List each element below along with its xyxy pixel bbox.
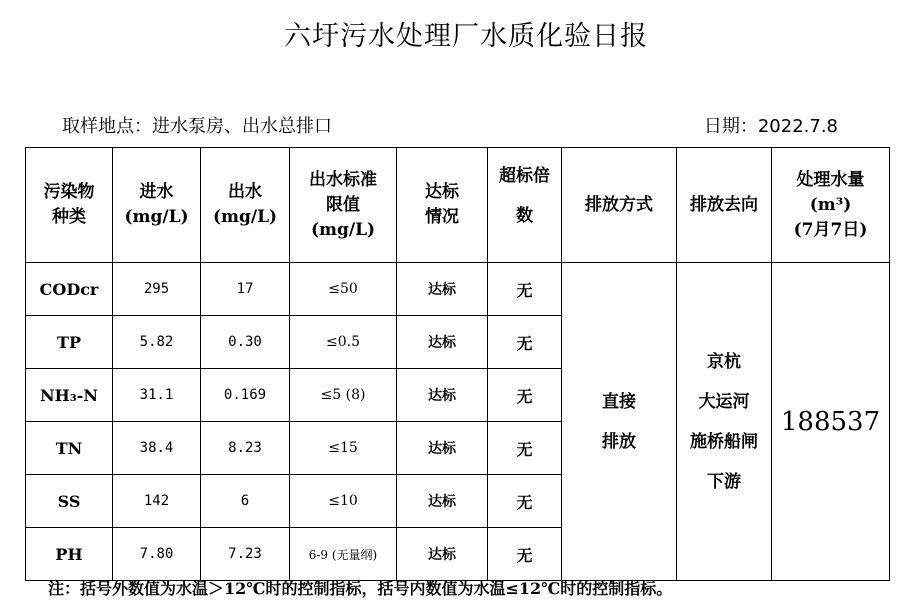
header-exceed: 超标倍 数 <box>488 148 562 263</box>
cell-limit: ≤50 <box>290 263 397 316</box>
cell-pollutant: PH <box>26 528 113 581</box>
cell-limit: ≤15 <box>290 422 397 475</box>
header-volume: 处理水量 (m³) (7月7日) <box>772 148 890 263</box>
header-discharge-dest: 排放去向 <box>677 148 772 263</box>
header-discharge-method: 排放方式 <box>562 148 677 263</box>
cell-status: 达标 <box>397 475 488 528</box>
cell-inflow: 31.1 <box>113 369 201 422</box>
footnote: 注：括号外数值为水温＞12℃时的控制指标，括号内数值为水温≤12℃时的控制指标。 <box>48 579 673 598</box>
cell-outflow: 6 <box>201 475 290 528</box>
cell-inflow: 295 <box>113 263 201 316</box>
report-date: 日期：2022.7.8 <box>703 116 838 137</box>
cell-status: 达标 <box>397 263 488 316</box>
cell-pollutant: NH₃-N <box>26 369 113 422</box>
cell-exceed: 无 <box>488 528 562 581</box>
cell-status: 达标 <box>397 528 488 581</box>
cell-limit: ≤10 <box>290 475 397 528</box>
cell-status: 达标 <box>397 316 488 369</box>
cell-limit: ≤5 (8) <box>290 369 397 422</box>
cell-limit: ≤0.5 <box>290 316 397 369</box>
sampling-location: 取样地点：进水泵房、出水总排口 <box>62 116 332 137</box>
cell-outflow: 0.169 <box>201 369 290 422</box>
cell-pollutant: SS <box>26 475 113 528</box>
cell-inflow: 5.82 <box>113 316 201 369</box>
cell-pollutant: TP <box>26 316 113 369</box>
report-title: 六圩污水处理厂水质化验日报 <box>284 21 648 52</box>
cell-outflow: 17 <box>201 263 290 316</box>
header-compliance: 达标 情况 <box>397 148 488 263</box>
cell-outflow: 0.30 <box>201 316 290 369</box>
cell-exceed: 无 <box>488 263 562 316</box>
cell-inflow: 142 <box>113 475 201 528</box>
cell-discharge-method: 直接 排放 <box>562 263 677 581</box>
header-limit: 出水标准 限值 (mg/L) <box>290 148 397 263</box>
cell-inflow: 38.4 <box>113 422 201 475</box>
cell-pollutant: CODcr <box>26 263 113 316</box>
cell-discharge-dest: 京杭 大运河 施桥船闸 下游 <box>677 263 772 581</box>
cell-status: 达标 <box>397 369 488 422</box>
cell-exceed: 无 <box>488 316 562 369</box>
cell-pollutant: TN <box>26 422 113 475</box>
cell-status: 达标 <box>397 422 488 475</box>
water-quality-table <box>25 147 890 581</box>
cell-exceed: 无 <box>488 475 562 528</box>
header-inflow: 进水 (mg/L) <box>113 148 201 263</box>
table-header-row <box>26 148 890 263</box>
cell-exceed: 无 <box>488 422 562 475</box>
header-pollutant: 污染物 种类 <box>26 148 113 263</box>
cell-outflow: 7.23 <box>201 528 290 581</box>
header-outflow: 出水 (mg/L) <box>201 148 290 263</box>
table-row <box>26 263 890 316</box>
cell-inflow: 7.80 <box>113 528 201 581</box>
cell-limit: 6-9 (无量纲) <box>290 528 397 581</box>
cell-volume: 188537 <box>772 263 890 581</box>
cell-exceed: 无 <box>488 369 562 422</box>
cell-outflow: 8.23 <box>201 422 290 475</box>
